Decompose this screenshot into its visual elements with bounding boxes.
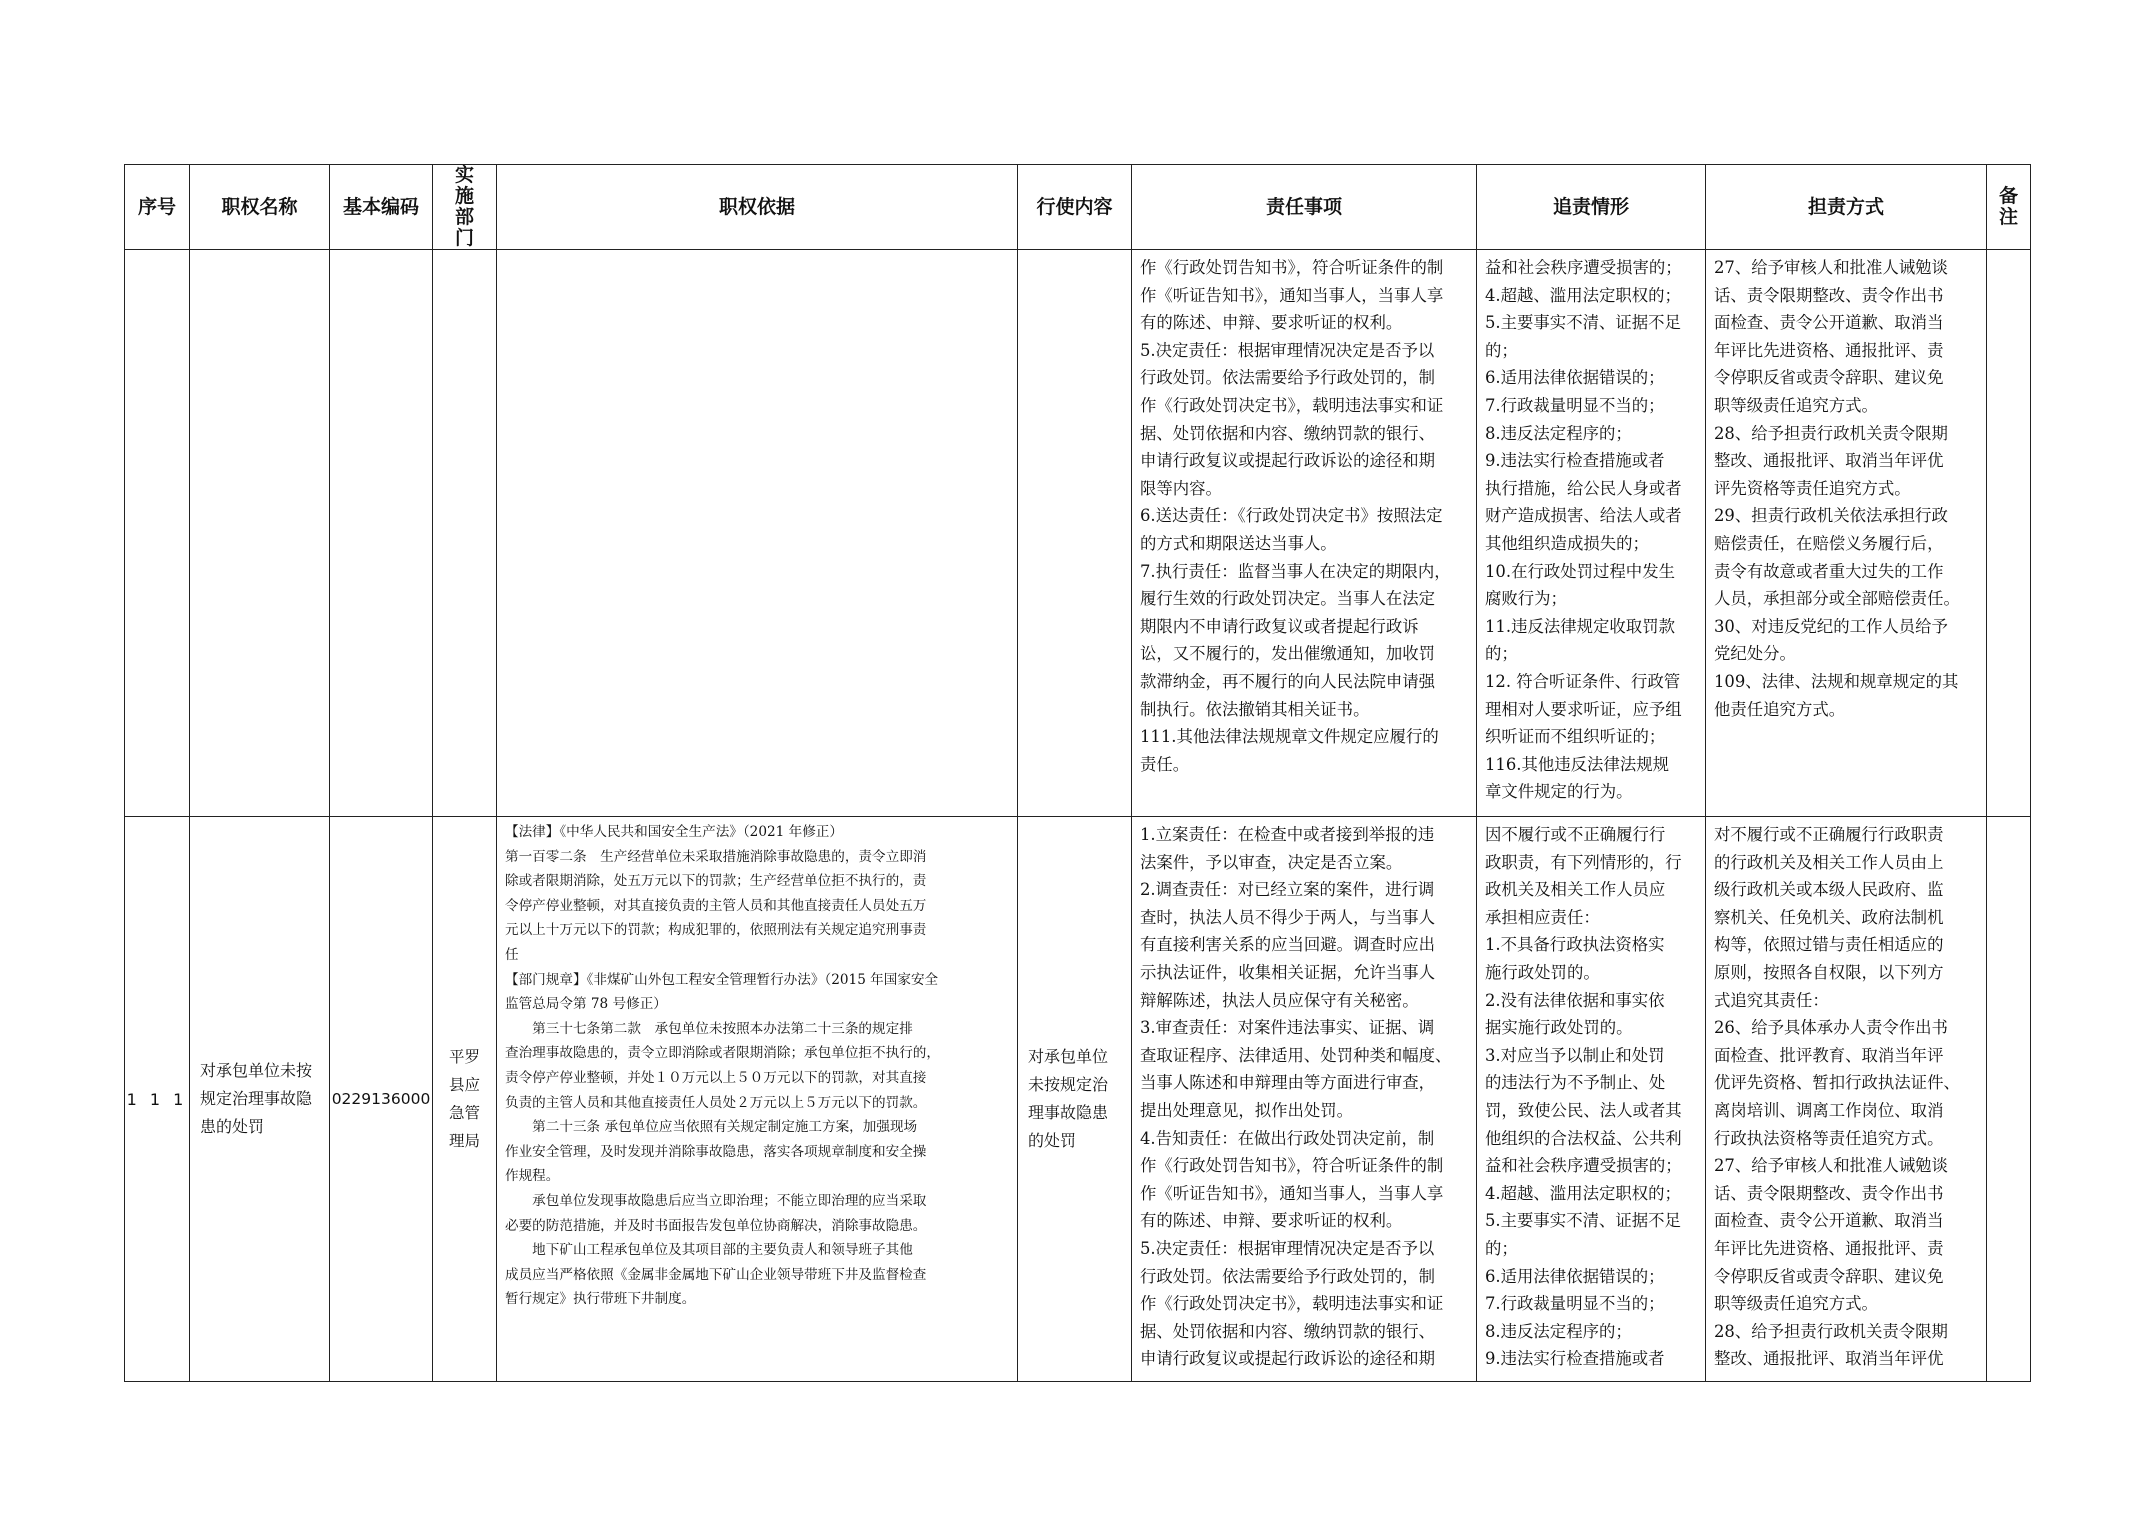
text-line: 作《听证告知书》，通知当事人，当事人享: [1140, 285, 1444, 305]
cell-content: [1018, 250, 1132, 817]
text-line: 有的陈述、申辩、要求听证的权利。: [1140, 313, 1403, 333]
text-line: 其他组织造成损失的；: [1485, 533, 1649, 553]
text-line: 理相对人要求听证，应予组: [1485, 699, 1682, 719]
text-line: 查时，执法人员不得少于两人，与当事人: [1140, 907, 1436, 927]
cell-basis: [497, 817, 1018, 1382]
text-line: 式追究其责任：: [1714, 990, 1829, 1010]
text-line: 4.超越、滥用法定职权的；: [1485, 285, 1681, 305]
cell-method: [1706, 250, 1987, 817]
cell-remark: [1987, 250, 2031, 817]
text-line: 作《听证告知书》，通知当事人，当事人享: [1140, 1183, 1444, 1203]
text-line: 构等，依照过错与责任相适应的: [1714, 935, 1944, 955]
text-line: 行政处罚。依法需要给予行政处罚的，制: [1140, 1266, 1436, 1286]
text-line: 政机关及相关工作人员应: [1485, 880, 1666, 900]
text-line: 的；: [1485, 644, 1518, 664]
text-line: 第三十七条第二款 承包单位未按照本办法第二十三条的规定排: [505, 1020, 913, 1037]
text-line: 行政处罚。依法需要给予行政处罚的，制: [1140, 368, 1436, 388]
text-line: 对不履行或不正确履行行政职责: [1714, 825, 1944, 844]
text-line: 【法律】《中华人民共和国安全生产法》（2021 年修正）: [505, 824, 843, 840]
text-line: 离岗培训、调离工作岗位、取消: [1714, 1100, 1944, 1120]
text-line: 平罗: [448, 1048, 480, 1066]
text-line: 令停职反省或责令辞职、建议免: [1714, 1266, 1944, 1286]
text-line: 示执法证件，收集相关证据，允许当事人: [1140, 962, 1436, 982]
text-line: 据、处罚依据和内容、缴纳罚款的银行、: [1140, 1321, 1436, 1341]
method-text: [1706, 817, 1986, 1373]
text-line: 4.告知责任：在做出行政处罚决定前，制: [1140, 1128, 1435, 1148]
duty-text: [1132, 250, 1476, 778]
method-text: [1706, 250, 1986, 723]
text-line: 5.主要事实不清、证据不足: [1485, 1211, 1681, 1231]
header-accountability: 追责情形: [1477, 165, 1706, 250]
text-line: 8.违反法定程序的；: [1485, 423, 1632, 443]
cell-content: [1018, 817, 1132, 1382]
text-line: 据实施行政处罚的。: [1485, 1018, 1633, 1038]
text-line: 执行措施，给公民人身或者: [1485, 478, 1682, 498]
text-line: 款滞纳金，再不履行的向人民法院申请强: [1140, 671, 1436, 691]
item-name-text: [190, 1057, 329, 1141]
cell-seq: [125, 250, 190, 817]
text-line: 期限内不申请行政复议或者提起行政诉: [1140, 616, 1419, 636]
text-line: 5.主要事实不清、证据不足: [1485, 313, 1681, 333]
cell-code: 0229136000: [330, 817, 433, 1382]
text-line: 赔偿责任，在赔偿义务履行后，: [1714, 533, 1944, 553]
text-line: 令停职反省或责令辞职、建议免: [1714, 368, 1944, 388]
text-line: 1.不具备行政执法资格实: [1485, 935, 1665, 955]
text-line: 除或者限期消除，处五万元以下的罚款；生产经营单位拒不执行的，责: [505, 873, 927, 890]
text-line: 理局: [448, 1132, 480, 1150]
table-header-row: [125, 165, 2031, 250]
text-line: 元以上十万元以下的罚款；构成犯罪的，依照刑法有关规定追究刑事责: [505, 922, 927, 939]
cell-method: [1706, 817, 1987, 1382]
text-line: 腐败行为；: [1485, 589, 1567, 609]
cell-accountability: [1477, 817, 1706, 1382]
text-line: 的处罚: [1028, 1131, 1077, 1150]
text-line: 理事故隐患: [1028, 1103, 1109, 1122]
content-text: [1018, 1043, 1131, 1155]
text-line: 地下矿山工程承包单位及其项目部的主要负责人和领导班子其他: [505, 1242, 913, 1259]
text-line: 急管: [448, 1104, 480, 1122]
text-line: 27、给予审核人和批准人诫勉谈: [1714, 1156, 1948, 1176]
text-line: 【部门规章】《非煤矿山外包工程安全管理暂行办法》（2015 年国家安全: [505, 971, 939, 988]
text-line: 30、对违反党纪的工作人员给予: [1714, 616, 1948, 636]
text-line: 织听证而不组织听证的；: [1485, 727, 1666, 747]
text-line: 责令停产停业整顿，并处１０万元以上５０万元以下的罚款，对其直接: [505, 1069, 927, 1086]
duty-text: [1132, 817, 1476, 1373]
text-line: 4.超越、滥用法定职权的；: [1485, 1183, 1681, 1203]
header-remark: 备注: [1987, 165, 2031, 250]
text-line: 10.在行政处罚过程中发生: [1485, 561, 1675, 581]
text-line: 原则，按照各自权限，以下列方: [1714, 962, 1944, 982]
text-line: 28、给予担责行政机关责令限期: [1714, 1321, 1948, 1341]
text-line: 限等内容。: [1140, 478, 1222, 498]
text-line: 职等级责任追究方式。: [1714, 1294, 1878, 1314]
header-dept: 实施部门: [433, 165, 497, 250]
text-line: 益和社会秩序遭受损害的；: [1485, 1156, 1682, 1176]
text-line: 章文件规定的行为。: [1485, 782, 1633, 802]
header-basis: 职权依据: [497, 165, 1018, 250]
text-line: 必要的防范措施，并及时书面报告发包单位协商解决，消除事故隐患。: [505, 1217, 927, 1234]
text-line: 5.决定责任：根据审理情况决定是否予以: [1140, 340, 1435, 360]
text-line: 负责的主管人员和其他直接责任人员处２万元以上５万元以下的罚款。: [505, 1094, 927, 1111]
text-line: 职等级责任追究方式。: [1714, 395, 1878, 415]
text-line: 116.其他违反法律法规规: [1485, 754, 1670, 774]
accountability-text: [1477, 817, 1705, 1373]
text-line: 行政执法资格等责任追究方式。: [1714, 1128, 1944, 1148]
cell-duty: [1132, 817, 1477, 1382]
text-line: 因不履行或不正确履行行: [1485, 825, 1666, 844]
dept-text: [433, 1043, 496, 1155]
text-line: 6.送达责任：《行政处罚决定书》按照法定: [1140, 506, 1443, 526]
text-line: 承包单位发现事故隐患后应当立即治理；不能立即治理的应当采取: [505, 1192, 927, 1209]
text-line: 话、责令限期整改、责令作出书: [1714, 1183, 1944, 1203]
cell-name: [190, 817, 330, 1382]
header-content: 行使内容: [1018, 165, 1132, 250]
text-line: 2.调查责任：对已经立案的案件，进行调: [1140, 880, 1435, 900]
cell-remark: [1987, 817, 2031, 1382]
header-name: 职权名称: [190, 165, 330, 250]
text-line: 辩解陈述，执法人员应保守有关秘密。: [1140, 990, 1419, 1010]
text-line: 12. 符合听证条件、行政管: [1485, 671, 1681, 691]
text-line: 暂行规定》执行带班下井制度。: [505, 1291, 696, 1308]
cell-name: [190, 250, 330, 817]
text-line: 级行政机关或本级人民政府、监: [1714, 880, 1944, 900]
text-line: 29、担责行政机关依法承担行政: [1714, 506, 1948, 526]
text-line: 5.决定责任：根据审理情况决定是否予以: [1140, 1238, 1435, 1258]
text-line: 111.其他法律法规规章文件规定应履行的: [1140, 727, 1439, 747]
text-line: 3.对应当予以制止和处罚: [1485, 1045, 1665, 1065]
cell-accountability: [1477, 250, 1706, 817]
text-line: 6.适用法律依据错误的；: [1485, 368, 1665, 388]
text-line: 查治理事故隐患的，责令立即消除或者限期消除；承包单位拒不执行的，: [505, 1045, 940, 1062]
cell-code: [330, 250, 433, 817]
cell-dept: [433, 817, 497, 1382]
text-line: 查取证程序、法律适用、处罚种类和幅度、: [1140, 1045, 1452, 1065]
text-line: 作《行政处罚告知书》，符合听证条件的制: [1140, 258, 1444, 277]
text-line: 患的处罚: [200, 1117, 265, 1136]
cell-seq: 1 1 1: [125, 817, 190, 1382]
text-line: 6.适用法律依据错误的；: [1485, 1266, 1665, 1286]
header-method: 担责方式: [1706, 165, 1987, 250]
text-line: 第二十三条 承包单位应当依照有关规定制定施工方案，加强现场: [505, 1119, 918, 1136]
text-line: 人员，承担部分或全部赔偿责任。: [1714, 589, 1960, 609]
text-line: 法案件，予以审查，决定是否立案。: [1140, 852, 1403, 872]
duty-list-table: [124, 164, 2031, 1382]
text-line: 面检查、责令公开道歉、取消当: [1714, 313, 1944, 333]
text-line: 据、处罚依据和内容、缴纳罚款的银行、: [1140, 423, 1436, 443]
text-line: 优评先资格、暂扣行政执法证件、: [1714, 1073, 1960, 1093]
table-row: [125, 250, 2031, 817]
text-line: 作《行政处罚决定书》，载明违法事实和证: [1140, 395, 1444, 415]
cell-basis: [497, 250, 1018, 817]
cell-duty: [1132, 250, 1477, 817]
text-line: 讼，又不履行的，发出催缴通知，加收罚: [1140, 644, 1436, 664]
text-line: 党纪处分。: [1714, 644, 1796, 664]
text-line: 当事人陈述和申辩理由等方面进行审查，: [1140, 1073, 1436, 1093]
text-line: 责任。: [1140, 754, 1190, 774]
text-line: 27、给予审核人和批准人诫勉谈: [1714, 258, 1948, 277]
text-line: 成员应当严格依照《金属非金属地下矿山企业领导带班下井及监督检查: [505, 1266, 927, 1283]
text-line: 作规程。: [505, 1168, 560, 1185]
basis-text: [497, 817, 1017, 1312]
text-line: 监管总局令第 78 号修正）: [505, 996, 667, 1013]
text-line: 年评比先进资格、通报批评、责: [1714, 340, 1944, 360]
text-line: 县应: [448, 1076, 480, 1094]
text-line: 政职责，有下列情形的，行: [1485, 852, 1682, 872]
text-line: 提出处理意见，拟作出处罚。: [1140, 1100, 1354, 1120]
header-duty: 责任事项: [1132, 165, 1477, 250]
text-line: 年评比先进资格、通报批评、责: [1714, 1238, 1944, 1258]
text-line: 109、法律、法规和规章规定的其: [1714, 671, 1959, 691]
text-line: 9.违法实行检查措施或者: [1485, 1349, 1665, 1369]
text-line: 面检查、责令公开道歉、取消当: [1714, 1211, 1944, 1231]
text-line: 28、给予担责行政机关责令限期: [1714, 423, 1948, 443]
text-line: 评先资格等责任追究方式。: [1714, 478, 1911, 498]
text-line: 的方式和期限送达当事人。: [1140, 533, 1337, 553]
text-line: 作《行政处罚告知书》，符合听证条件的制: [1140, 1156, 1444, 1176]
text-line: 1.立案责任：在检查中或者接到举报的违: [1140, 825, 1435, 844]
text-line: 他责任追究方式。: [1714, 699, 1846, 719]
text-line: 对承包单位未按: [200, 1061, 313, 1080]
cell-dept: [433, 250, 497, 817]
header-seq: 序号: [125, 165, 190, 250]
text-line: 话、责令限期整改、责令作出书: [1714, 285, 1944, 305]
text-line: 8.违反法定程序的；: [1485, 1321, 1632, 1341]
text-line: 他组织的合法权益、公共利: [1485, 1128, 1682, 1148]
text-line: 11.违反法律规定收取罚款: [1485, 616, 1675, 636]
text-line: 规定治理事故隐: [200, 1089, 313, 1108]
text-line: 任: [505, 946, 519, 963]
text-line: 察机关、任免机关、政府法制机: [1714, 907, 1944, 927]
text-line: 9.违法实行检查措施或者: [1485, 451, 1665, 471]
text-line: 财产造成损害、给法人或者: [1485, 506, 1682, 526]
text-line: 有直接利害关系的应当回避。调查时应出: [1140, 935, 1436, 955]
text-line: 整改、通报批评、取消当年评优: [1714, 451, 1944, 471]
text-line: 履行生效的行政处罚决定。当事人在法定: [1140, 589, 1436, 609]
text-line: 整改、通报批评、取消当年评优: [1714, 1349, 1944, 1369]
text-line: 的行政机关及相关工作人员由上: [1714, 852, 1944, 872]
text-line: 的；: [1485, 1238, 1518, 1258]
text-line: 罚，致使公民、法人或者其: [1485, 1100, 1682, 1120]
text-line: 作《行政处罚决定书》，载明违法事实和证: [1140, 1294, 1444, 1314]
text-line: 有的陈述、申辩、要求听证的权利。: [1140, 1211, 1403, 1231]
text-line: 制执行。依法撤销其相关证书。: [1140, 699, 1370, 719]
text-line: 26、给予具体承办人责令作出书: [1714, 1018, 1948, 1038]
text-line: 第一百零二条 生产经营单位未采取措施消除事故隐患的，责令立即消: [505, 848, 927, 865]
text-line: 未按规定治: [1028, 1075, 1109, 1094]
text-line: 作业安全管理，及时发现并消除事故隐患，落实各项规章制度和安全操: [505, 1143, 927, 1160]
text-line: 7.行政裁量明显不当的；: [1485, 395, 1665, 415]
table-row: [125, 817, 2031, 1382]
text-line: 施行政处罚的。: [1485, 962, 1600, 982]
text-line: 令停产停业整顿，对其直接负责的主管人员和其他直接责任人员处五万: [505, 897, 927, 914]
text-line: 的违法行为不予制止、处: [1485, 1073, 1666, 1093]
text-line: 对承包单位: [1028, 1047, 1109, 1066]
text-line: 申请行政复议或提起行政诉讼的途径和期: [1140, 1349, 1436, 1369]
text-line: 3.审查责任：对案件违法事实、证据、调: [1140, 1018, 1435, 1038]
accountability-text: [1477, 250, 1705, 806]
text-line: 承担相应责任：: [1485, 907, 1600, 927]
text-line: 2.没有法律依据和事实依: [1485, 990, 1665, 1010]
text-line: 益和社会秩序遭受损害的；: [1485, 258, 1682, 277]
text-line: 的；: [1485, 340, 1518, 360]
header-code: 基本编码: [330, 165, 433, 250]
text-line: 责令有故意或者重大过失的工作: [1714, 561, 1944, 581]
text-line: 面检查、批评教育、取消当年评: [1714, 1045, 1944, 1065]
text-line: 7.行政裁量明显不当的；: [1485, 1294, 1665, 1314]
text-line: 7.执行责任：监督当事人在决定的期限内，: [1140, 561, 1451, 581]
text-line: 申请行政复议或提起行政诉讼的途径和期: [1140, 451, 1436, 471]
